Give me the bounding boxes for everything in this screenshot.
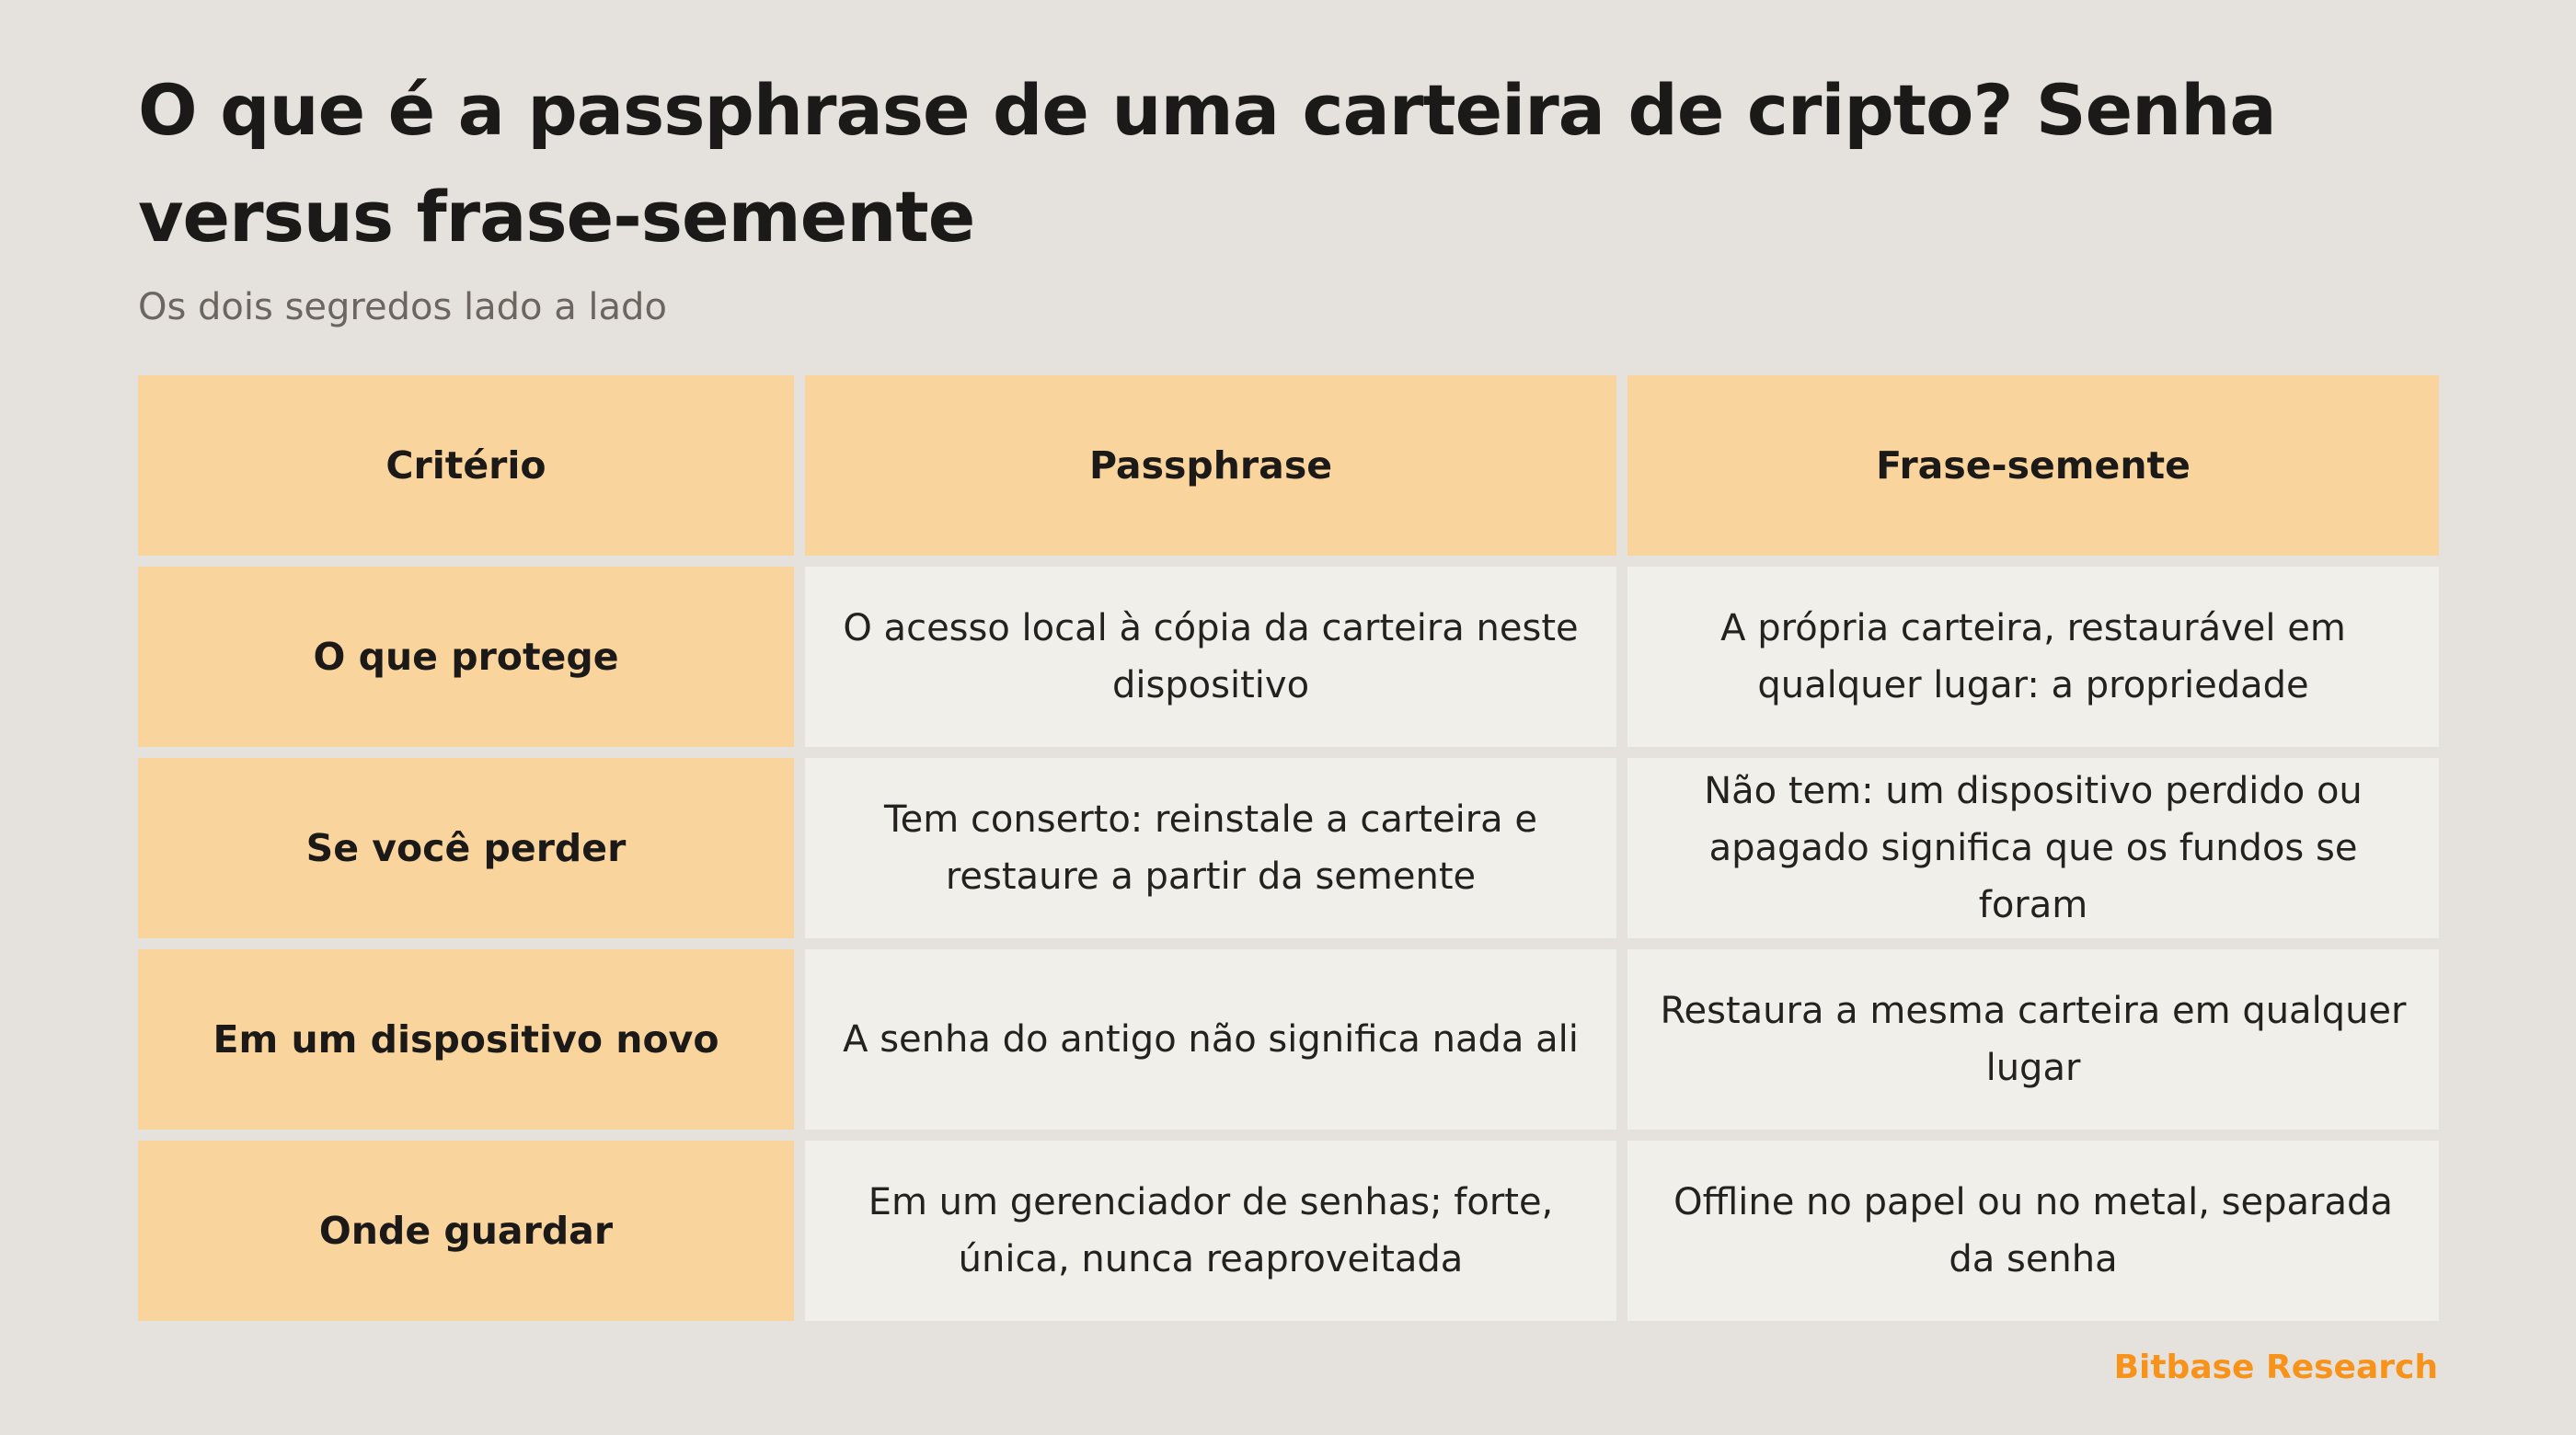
column-header-criterion: Critério <box>138 375 794 556</box>
row-label-if-you-lose: Se você perder <box>138 758 794 938</box>
comparison-table <box>138 375 2439 1321</box>
brand-credit: Bitbase Research <box>2113 1349 2438 1386</box>
cell-seed-where-to-store: Offline no papel ou no metal, separada da senha <box>1627 1141 2439 1321</box>
column-header-passphrase: Passphrase <box>805 375 1616 556</box>
cell-seed-what-it-protects: A própria carteira, restaurável em qualquer lugar: a propriedade <box>1627 567 2439 747</box>
cell-seed-new-device: Restaura a mesma carteira em qualquer lugar <box>1627 949 2439 1130</box>
cell-passphrase-what-it-protects: O acesso local à cópia da carteira neste dispositivo <box>805 567 1616 747</box>
cell-passphrase-if-you-lose: Tem conserto: reinstale a carteira e restaure a partir da semente <box>805 758 1616 938</box>
column-header-seed-phrase: Frase-semente <box>1627 375 2439 556</box>
page-title: O que é a passphrase de uma carteira de cripto? Senha versus frase-semente <box>138 69 2276 258</box>
row-label-what-it-protects: O que protege <box>138 567 794 747</box>
cell-passphrase-where-to-store: Em um gerenciador de senhas; forte, única, nunca reaproveitada <box>805 1141 1616 1321</box>
cell-passphrase-new-device: A senha do antigo não significa nada ali <box>805 949 1616 1130</box>
page-subtitle: Os dois segredos lado a lado <box>138 286 667 328</box>
row-label-new-device: Em um dispositivo novo <box>138 949 794 1130</box>
cell-seed-if-you-lose: Não tem: um dispositivo perdido ou apagado significa que os fundos se foram <box>1627 758 2439 938</box>
row-label-where-to-store: Onde guardar <box>138 1141 794 1321</box>
